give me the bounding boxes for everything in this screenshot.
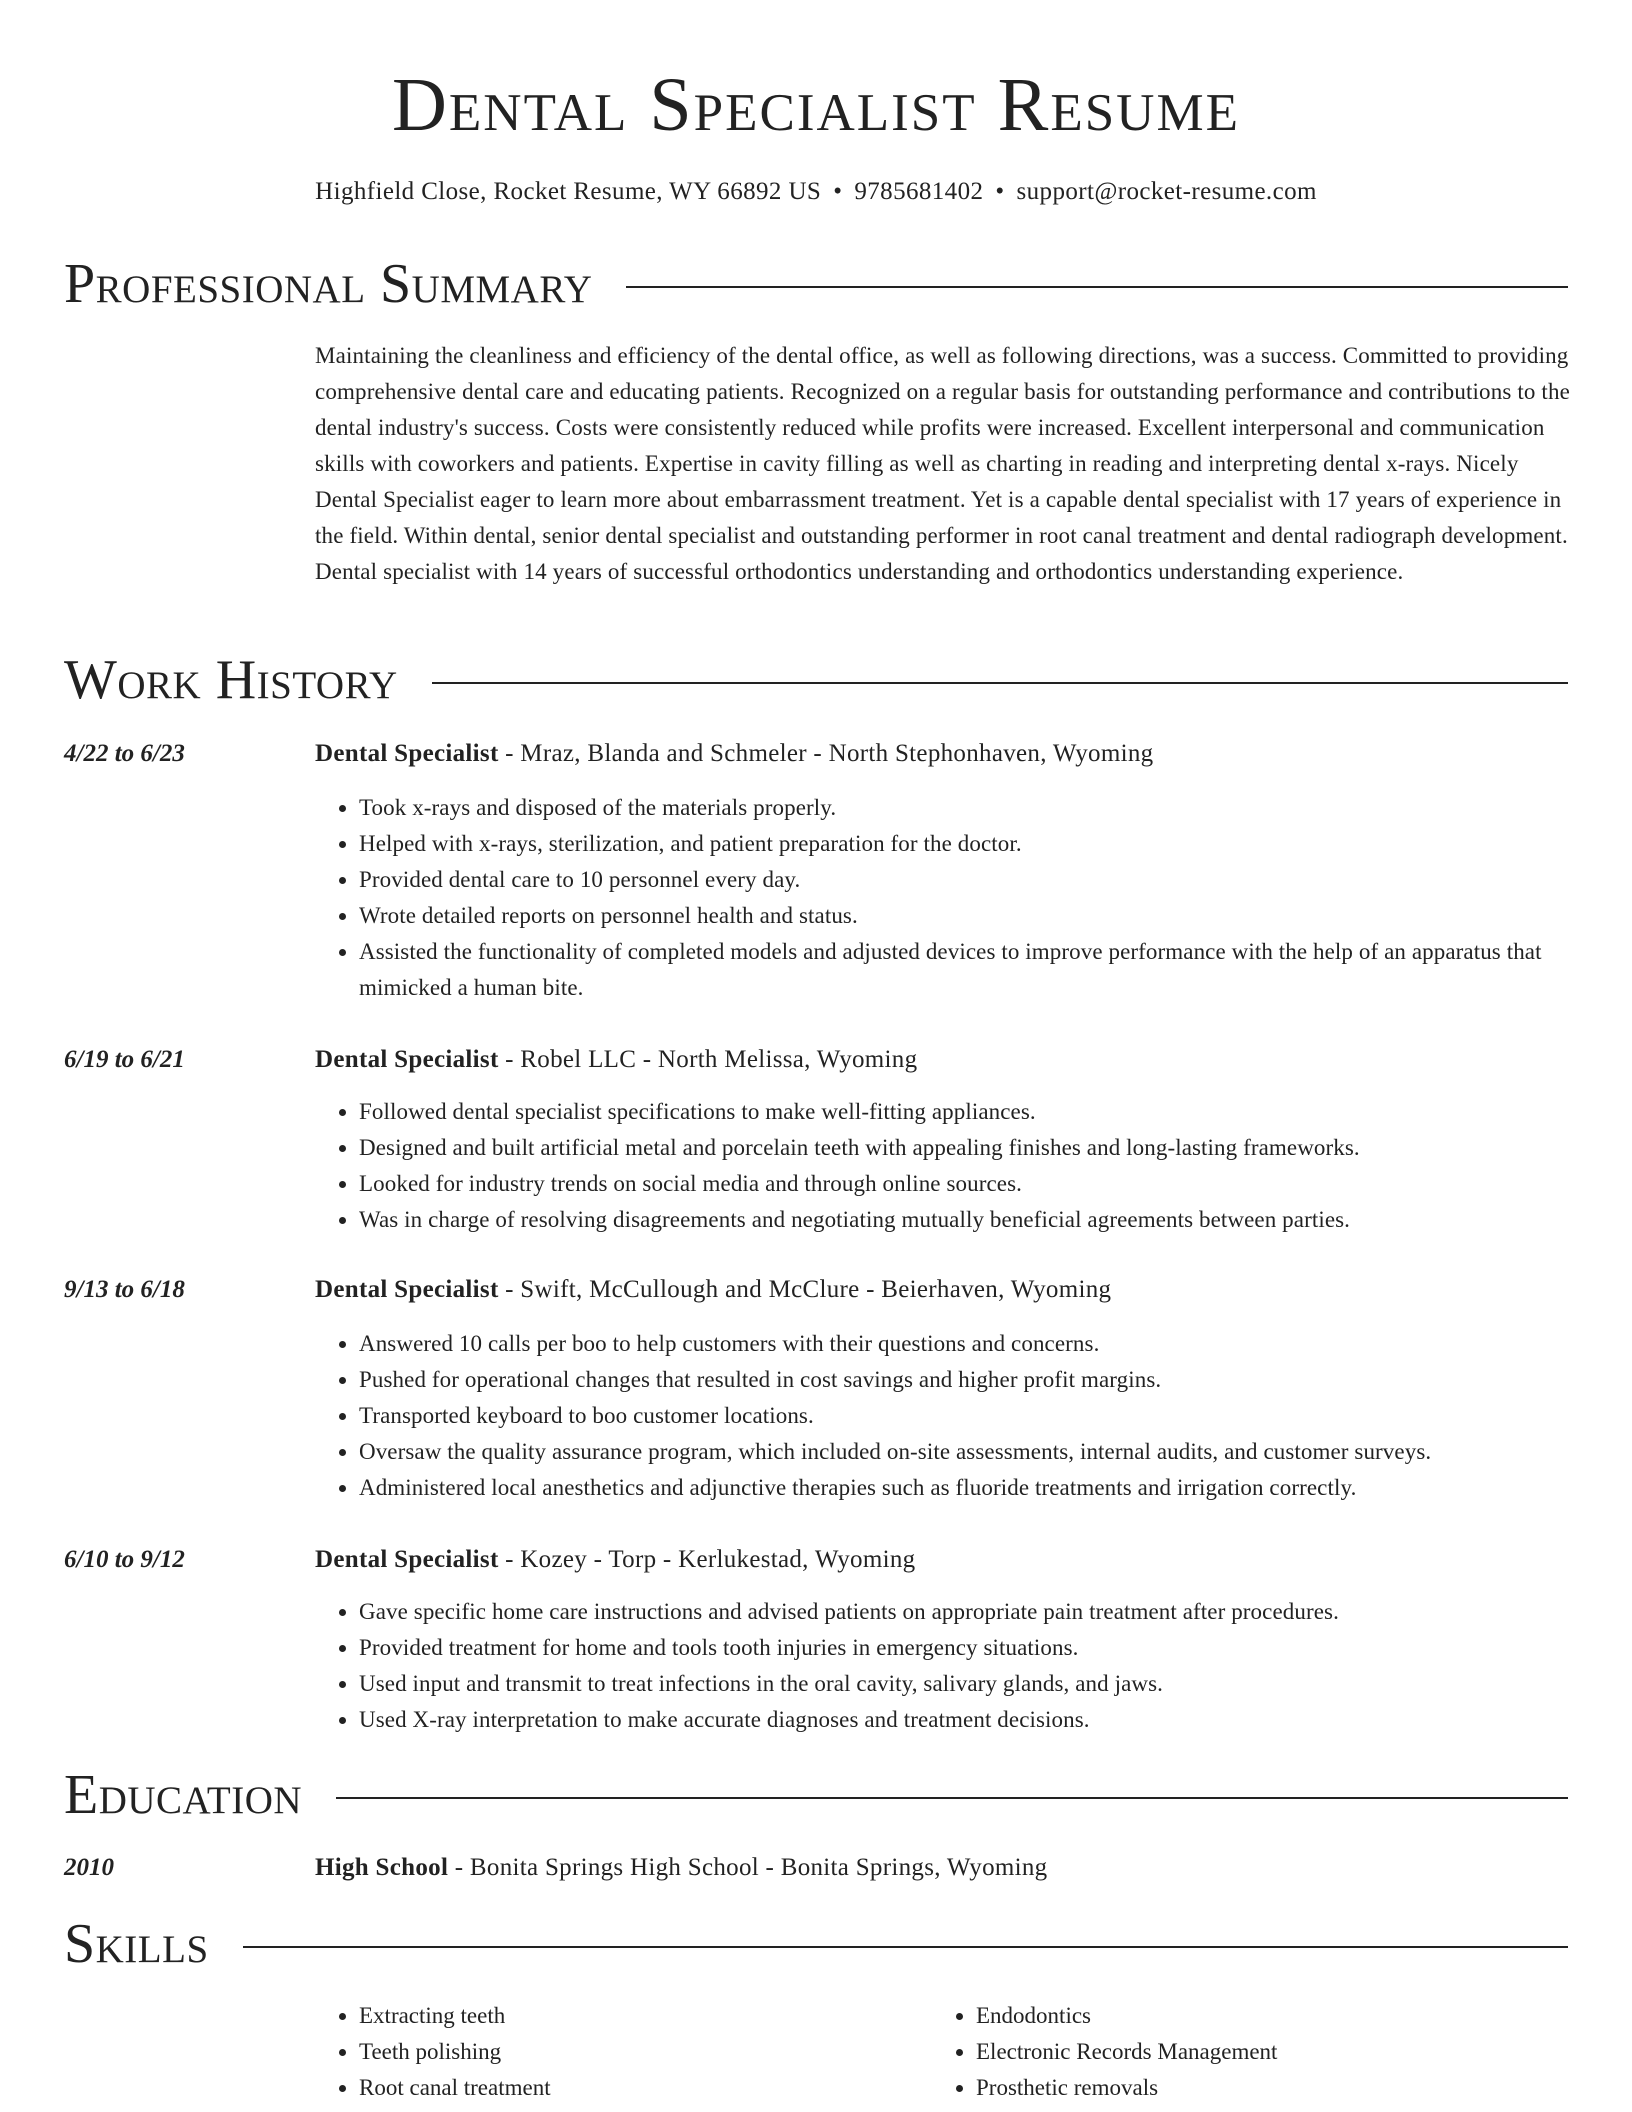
list-item: • Used input and transmit to treat infections in the oral cavity, salivary glands, and jaws. [359,1666,1614,1702]
skill-item: • Prosthetic removals [976,2070,1596,2106]
contact-separator: • [995,178,1005,205]
list-item: • Followed dental specialist specifications to make well-fitting appliances. [359,1094,1614,1130]
summary-section-heading [64,252,1568,316]
list-item: • Wrote detailed reports on personnel health and status. [359,898,1614,934]
skill-item: • Extracting teeth [359,1998,919,2034]
section-title: Professional Summary [64,253,593,315]
list-item: • Provided treatment for home and tools tooth injuries in emergency situations. [359,1630,1614,1666]
section-divider [336,1797,1568,1799]
job-dates: 6/10 to 9/12 [64,1546,185,1573]
skill-item: • Root canal treatment [359,2070,919,2106]
job-title: Dental Specialist [315,1546,499,1573]
skill-item: • Endodontics [976,1998,1596,2034]
job-dates: 4/22 to 6/23 [64,740,185,767]
contact-line [0,176,1632,208]
job-title: Dental Specialist [315,740,499,767]
education-details: - Bonita Springs High School - Bonita Springs, Wyoming [448,1854,1048,1881]
section-title: Work History [64,649,398,711]
section-title: Education [64,1764,303,1826]
section-divider [432,682,1568,684]
job-dates: 9/13 to 6/18 [64,1276,185,1303]
job-bullets [315,1326,1614,1506]
list-item: • Helped with x-rays, sterilization, and patient preparation for the doctor. [359,826,1614,862]
skills-list-right [932,1998,1596,2106]
list-item: • Used X-ray interpretation to make accurate diagnoses and treatment decisions. [359,1702,1614,1738]
contact-separator: • [833,178,843,205]
list-item: • Transported keyboard to boo customer locations. [359,1398,1614,1434]
skill-item: • Electronic Records Management [976,2034,1596,2070]
job-details: - Kozey - Torp - Kerlukestad, Wyoming [498,1546,916,1573]
education-heading [315,1852,1570,1884]
section-title: Skills [64,1913,209,1975]
work-section-heading [64,648,1568,712]
job-heading [315,1274,1570,1306]
section-divider [243,1946,1568,1948]
skills-list-left [315,1998,919,2106]
job-heading [315,738,1570,770]
contact-email: support@rocket-resume.com [1016,178,1317,205]
job-title: Dental Specialist [315,1276,499,1303]
list-item: • Provided dental care to 10 personnel every day. [359,862,1614,898]
skills-section-heading [64,1912,1568,1976]
education-year: 2010 [64,1854,114,1881]
job-title: Dental Specialist [315,1046,499,1073]
list-item: • Gave specific home care instructions and advised patients on appropriate pain treatment after procedures. [359,1594,1614,1630]
list-item: • Pushed for operational changes that resulted in cost savings and higher profit margins. [359,1362,1614,1398]
contact-address: Highfield Close, Rocket Resume, WY 66892 US [315,178,822,205]
list-item: • Answered 10 calls per boo to help customers with their questions and concerns. [359,1326,1614,1362]
job-bullets [315,1094,1614,1238]
job-dates: 6/19 to 6/21 [64,1046,185,1073]
list-item: • Administered local anesthetics and adjunctive therapies such as fluoride treatments and irrigation correctly. [359,1470,1614,1506]
section-divider [626,286,1568,288]
job-heading [315,1544,1570,1576]
summary-text: Maintaining the cleanliness and efficiency of the dental office, as well as following directions, was a success. Committed to providing comprehensive dental care and educating patients. Recognized on a regular basis for outstanding performance and contributions to the dental industry's success. Costs were consistently reduced while profits were increased. Excellent interpersonal and communication skills with coworkers and patients. Expertise in cavity filling as well as charting in reading and interpreting dental x-rays. Nicely Dental Specialist eager to learn more about embarrassment treatment. Yet is a capable dental specialist with 17 years of experience in the field. Within dental, senior dental specialist and outstanding performer in root canal treatment and dental radiograph development. Dental specialist with 14 years of successful orthodontics understanding and orthodontics understanding experience. [315,343,1570,584]
list-item: • Oversaw the quality assurance program, which included on-site assessments, internal audits, and customer surveys. [359,1434,1614,1470]
job-details: - Swift, McCullough and McClure - Beierhaven, Wyoming [498,1276,1112,1303]
contact-phone: 9785681402 [854,178,984,205]
list-item: • Assisted the functionality of completed models and adjusted devices to improve performance with the help of an apparatus that mimicked a human bite. [359,934,1614,1006]
job-bullets [315,1594,1614,1738]
list-item: • Designed and built artificial metal and porcelain teeth with appealing finishes and long-lasting frameworks. [359,1130,1614,1166]
list-item: • Took x-rays and disposed of the materials properly. [359,790,1614,826]
list-item: • Was in charge of resolving disagreements and negotiating mutually beneficial agreements between parties. [359,1202,1614,1238]
job-bullets [315,790,1614,1006]
job-heading [315,1044,1570,1076]
job-details: - Mraz, Blanda and Schmeler - North Stephonhaven, Wyoming [498,740,1154,767]
education-section-heading [64,1763,1568,1827]
skill-item: • Teeth polishing [359,2034,919,2070]
education-degree: High School [315,1854,449,1881]
job-details: - Robel LLC - North Melissa, Wyoming [498,1046,918,1073]
resume-title: Dental Specialist Resume [392,63,1240,147]
list-item: • Looked for industry trends on social media and through online sources. [359,1166,1614,1202]
